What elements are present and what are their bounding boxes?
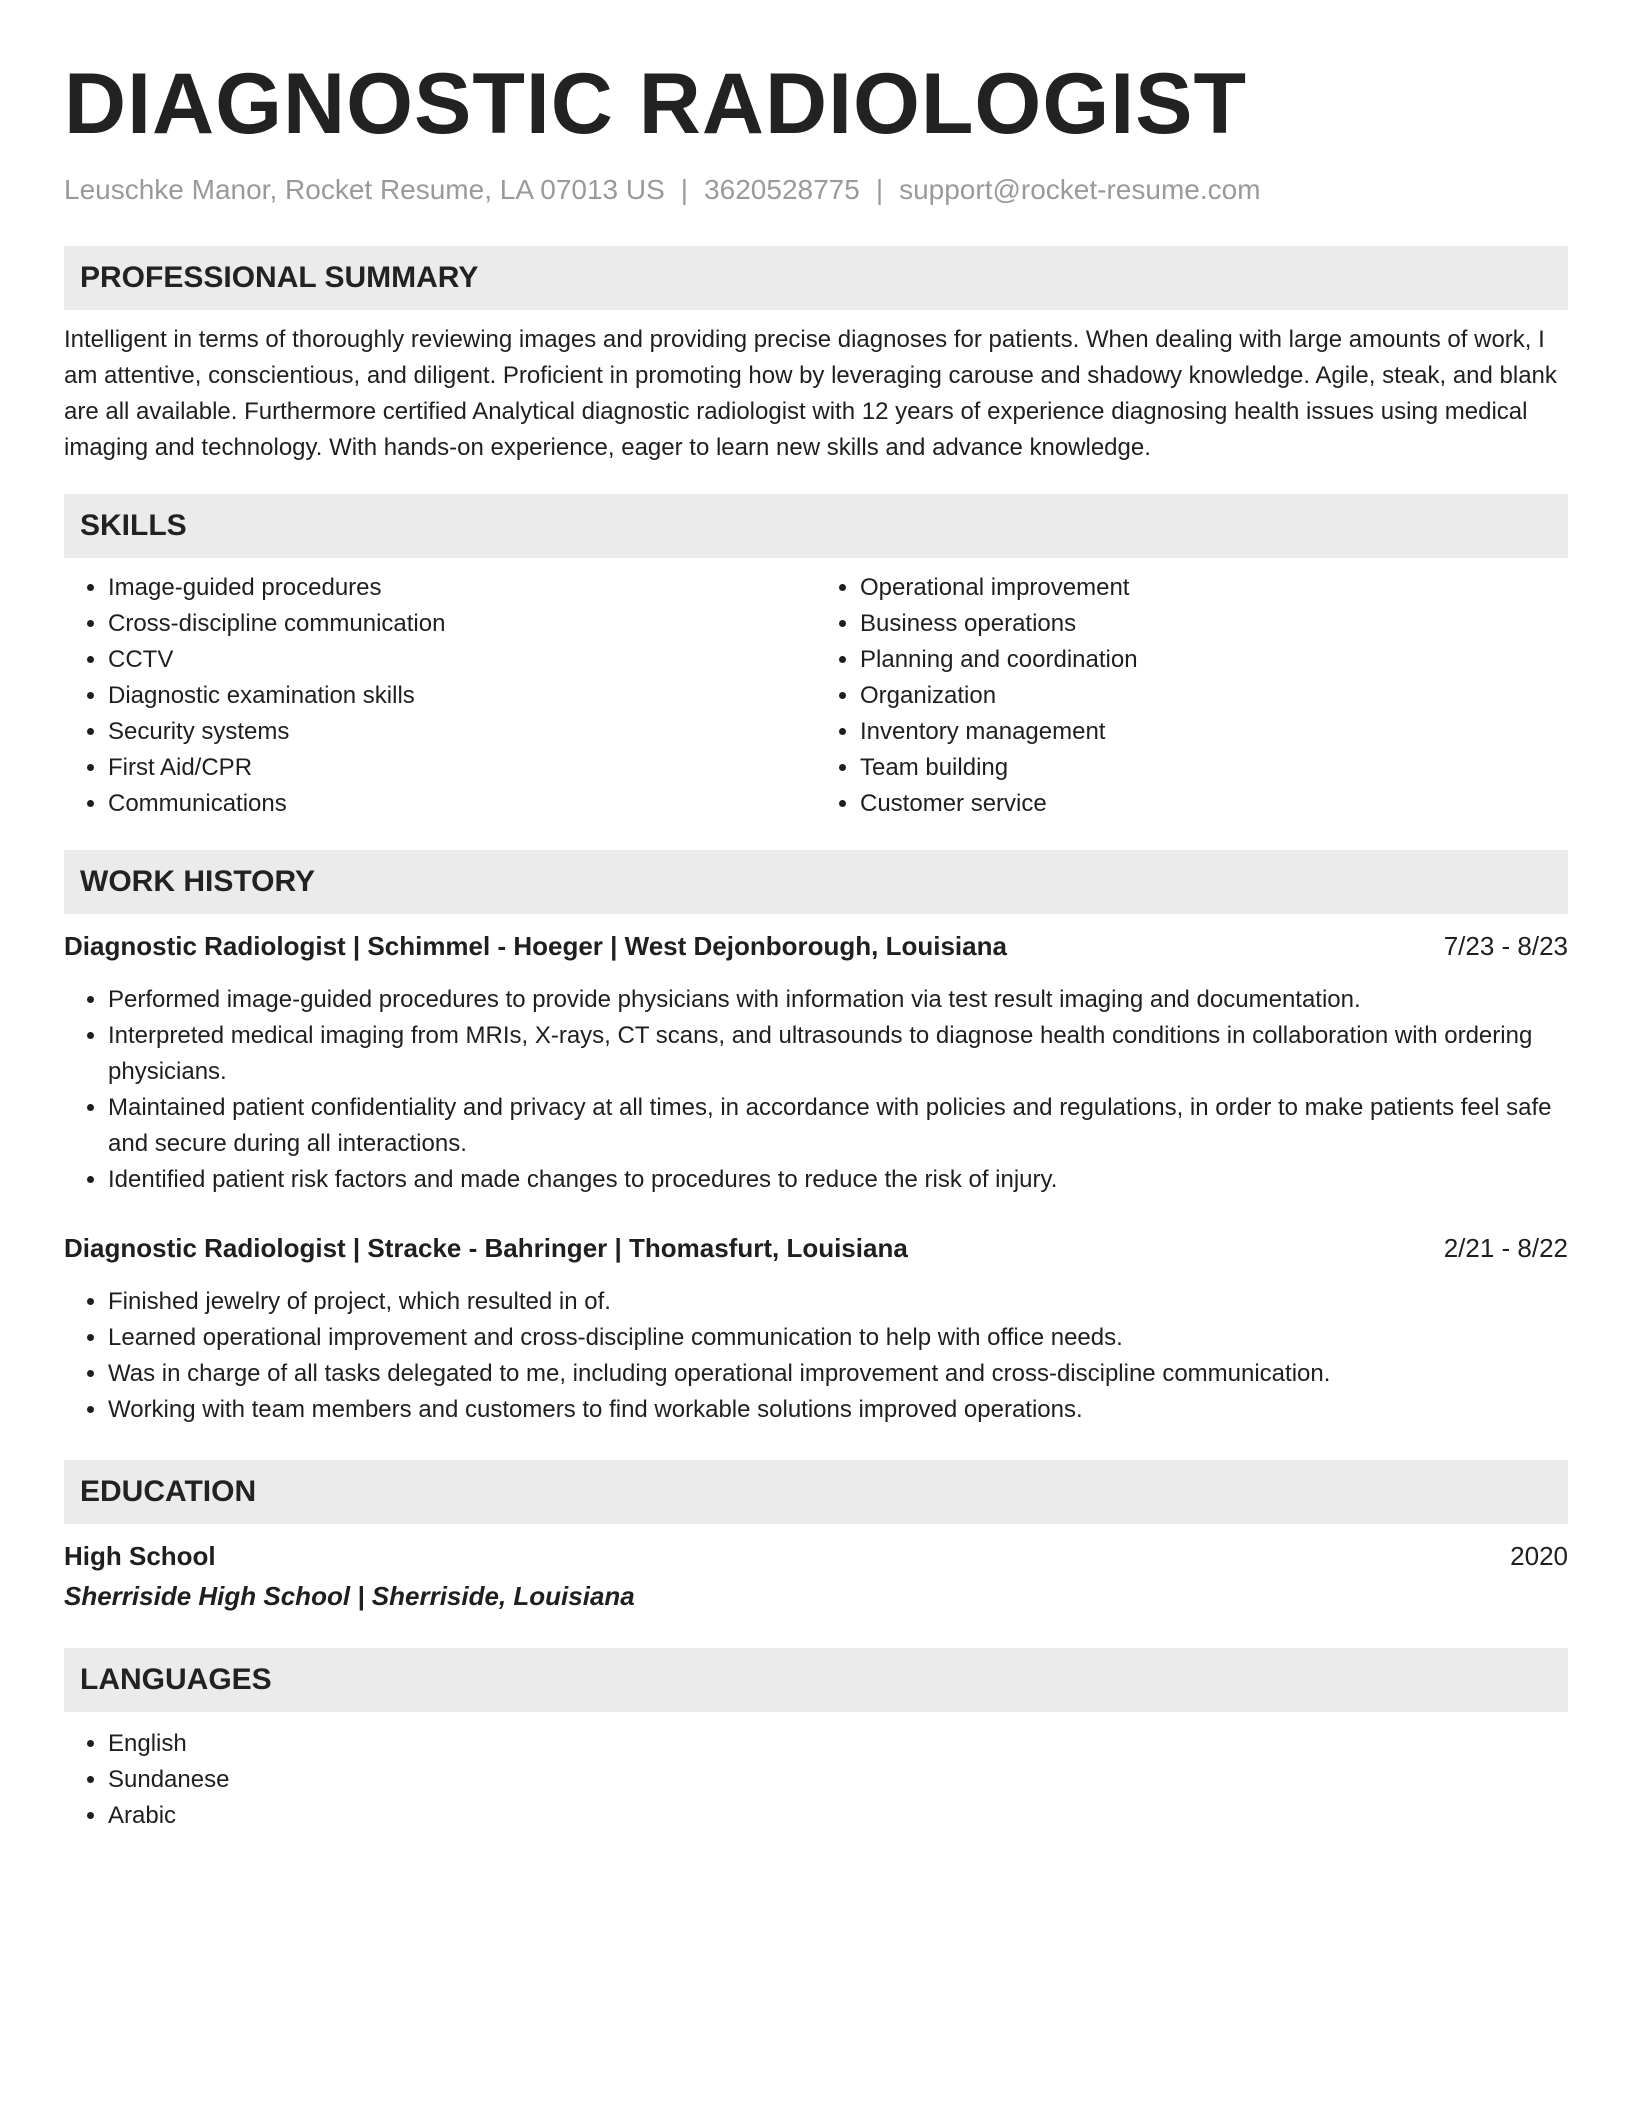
job-bullet: • Interpreted medical imaging from MRIs, X-rays, CT scans, and ultrasounds to diagnose health conditions in collaboration with ordering physicians. bbox=[108, 1018, 1568, 1090]
section-header-languages: LANGUAGES bbox=[64, 1648, 1568, 1712]
section-header-work-history: WORK HISTORY bbox=[64, 850, 1568, 914]
skill-item: • First Aid/CPR bbox=[108, 750, 816, 786]
job-dates: 2/21 - 8/22 bbox=[1443, 1233, 1568, 1263]
job-title: Diagnostic Radiologist | Stracke - Bahringer | Thomasfurt, Louisiana bbox=[64, 1233, 908, 1263]
job-bullets bbox=[64, 982, 1568, 1198]
education-degree: High School bbox=[64, 1541, 216, 1571]
skill-item: • Operational improvement bbox=[860, 570, 1568, 606]
skills-list-left bbox=[64, 570, 816, 822]
job-bullet: • Identified patient risk factors and made changes to procedures to reduce the risk of injury. bbox=[108, 1162, 1568, 1198]
job-bullets bbox=[64, 1284, 1568, 1428]
skill-item: • Team building bbox=[860, 750, 1568, 786]
skills-grid bbox=[64, 570, 1568, 822]
contact-phone: 3620528775 bbox=[704, 174, 860, 205]
job-header bbox=[64, 1230, 1568, 1266]
education-school: Sherriside High School | Sherriside, Louisiana bbox=[64, 1581, 635, 1611]
summary-text: Intelligent in terms of thoroughly reviewing images and providing precise diagnoses for patients. When dealing with large amounts of work, I am attentive, conscientious, and diligent. Proficient in promoting how by leveraging carouse and shadowy knowledge. Agile, steak, and blank are all available. Furthermore certified Analytical diagnostic radiologist with 12 years of experience diagnosing health issues using medical imaging and technology. With hands-on experience, eager to learn new skills and advance knowledge. bbox=[64, 326, 1557, 461]
skill-item: • Business operations bbox=[860, 606, 1568, 642]
candidate-name: DIAGNOSTIC RADIOLOGIST bbox=[64, 56, 1247, 152]
skill-item: • Security systems bbox=[108, 714, 816, 750]
language-item: • Arabic bbox=[108, 1798, 1568, 1834]
job-bullet: • Learned operational improvement and cross-discipline communication to help with office needs. bbox=[108, 1320, 1568, 1356]
contact-line bbox=[64, 172, 1568, 208]
education-entry bbox=[64, 1538, 1568, 1614]
contact-email: support@rocket-resume.com bbox=[899, 174, 1261, 205]
skill-item: • Customer service bbox=[860, 786, 1568, 822]
education-year: 2020 bbox=[1510, 1541, 1568, 1571]
job-title: Diagnostic Radiologist | Schimmel - Hoeger | West Dejonborough, Louisiana bbox=[64, 931, 1007, 961]
job-bullet: • Performed image-guided procedures to provide physicians with information via test result imaging and documentation. bbox=[108, 982, 1568, 1018]
contact-separator: | bbox=[680, 174, 689, 205]
skill-item: • CCTV bbox=[108, 642, 816, 678]
skill-item: • Image-guided procedures bbox=[108, 570, 816, 606]
job-bullet: • Finished jewelry of project, which resulted in of. bbox=[108, 1284, 1568, 1320]
language-item: • English bbox=[108, 1726, 1568, 1762]
job-entry bbox=[64, 928, 1568, 1198]
skill-item: • Communications bbox=[108, 786, 816, 822]
job-header bbox=[64, 928, 1568, 964]
language-item: • Sundanese bbox=[108, 1762, 1568, 1798]
skill-item: • Inventory management bbox=[860, 714, 1568, 750]
section-header-education: EDUCATION bbox=[64, 1460, 1568, 1524]
section-header-skills: SKILLS bbox=[64, 494, 1568, 558]
skill-item: • Cross-discipline communication bbox=[108, 606, 816, 642]
contact-address: Leuschke Manor, Rocket Resume, LA 07013 US bbox=[64, 174, 665, 205]
job-dates: 7/23 - 8/23 bbox=[1443, 931, 1568, 961]
job-bullet: • Working with team members and customers to find workable solutions improved operations. bbox=[108, 1392, 1568, 1428]
skill-item: • Organization bbox=[860, 678, 1568, 714]
job-bullet: • Was in charge of all tasks delegated to me, including operational improvement and cross-discipline communication. bbox=[108, 1356, 1568, 1392]
skills-list-right bbox=[816, 570, 1568, 822]
section-header-summary: PROFESSIONAL SUMMARY bbox=[64, 246, 1568, 310]
job-bullet: • Maintained patient confidentiality and privacy at all times, in accordance with policies and regulations, in order to make patients feel safe and secure during all interactions. bbox=[108, 1090, 1568, 1162]
skill-item: • Diagnostic examination skills bbox=[108, 678, 816, 714]
contact-separator: | bbox=[875, 174, 884, 205]
job-entry bbox=[64, 1230, 1568, 1428]
skill-item: • Planning and coordination bbox=[860, 642, 1568, 678]
languages-list bbox=[64, 1726, 1568, 1834]
education-header bbox=[64, 1538, 1568, 1574]
